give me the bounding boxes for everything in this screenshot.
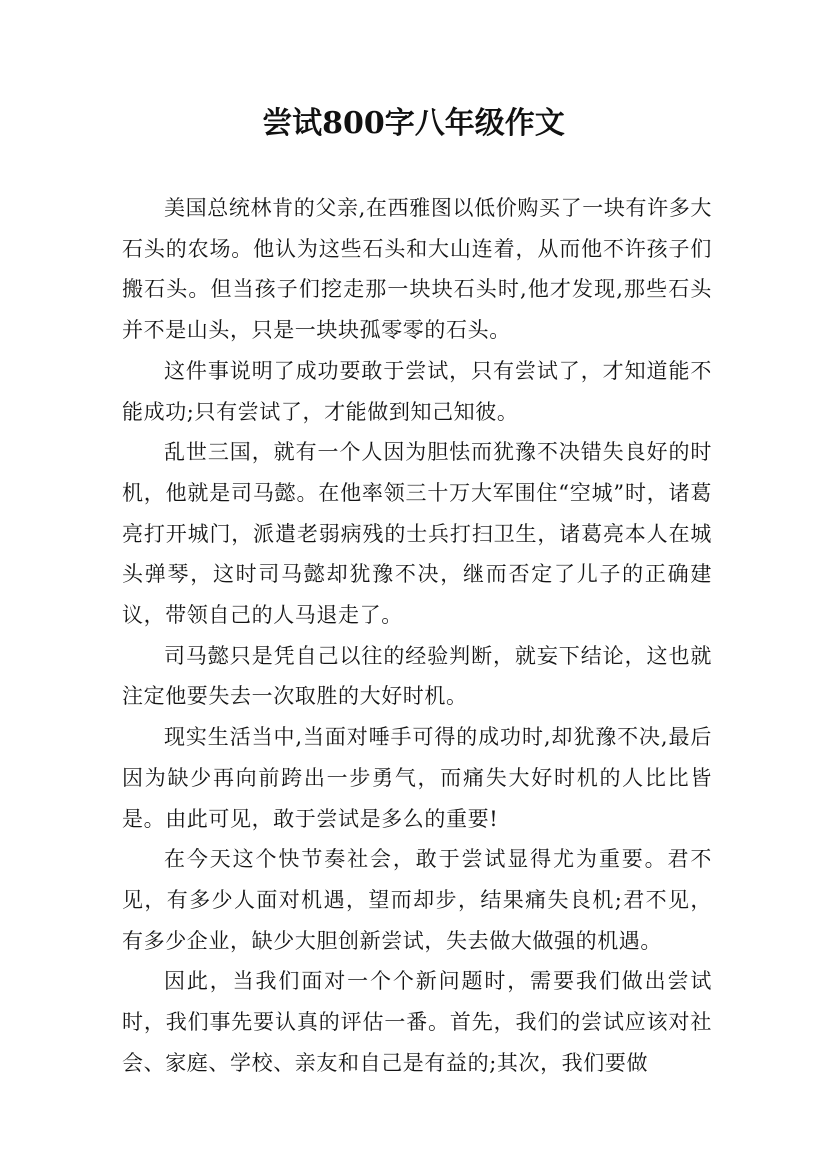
paragraph: 在今天这个快节奏社会，敢于尝试显得尤为重要。君不见，有多少人面对机遇，望而却步，结果痛失良机;君不见，有多少企业，缺少大胆创新尝试，失去做大做强的机遇。: [122, 847, 712, 953]
paragraph: 美国总统林肯的父亲,在西雅图以低价购买了一块有许多大石头的农场。他认为这些石头和大山连着，从而他不许孩子们搬石头。但当孩子们挖走那一块块石头时,他才发现,那些石头并不是山头，只是一块块孤零零的石头。: [122, 196, 712, 343]
paragraph: 司马懿只是凭自己以往的经验判断，就妄下结论，这也就注定他要失去一次取胜的大好时机。: [122, 643, 712, 709]
document-body: [122, 188, 712, 1083]
document-title: 尝试800字八年级作文: [262, 106, 565, 141]
paragraph: 现实生活当中,当面对唾手可得的成功时,却犹豫不决,最后因为缺少再向前跨出一步勇气，而痛失大好时机的人比比皆是。由此可见，敢于尝试是多么的重要!: [122, 725, 712, 831]
paragraph: 因此，当我们面对一个个新问题时，需要我们做出尝试时，我们事先要认真的评估一番。首先，我们的尝试应该对社会、家庭、学校、亲友和自己是有益的;其次，我们要做: [122, 969, 712, 1075]
paragraph: 这件事说明了成功要敢于尝试，只有尝试了，才知道能不能成功;只有尝试了，才能做到知己知彼。: [122, 358, 712, 424]
paragraph: 乱世三国，就有一个人因为胆怯而犹豫不决错失良好的时机，他就是司马懿。在他率领三十万大军围住“空城”时，诸葛亮打开城门，派遣老弱病残的士兵打扫卫生，诸葛亮本人在城头弹琴，这时司马懿却犹豫不决，继而否定了儿子的正确建议，带领自己的人马退走了。: [122, 440, 712, 628]
